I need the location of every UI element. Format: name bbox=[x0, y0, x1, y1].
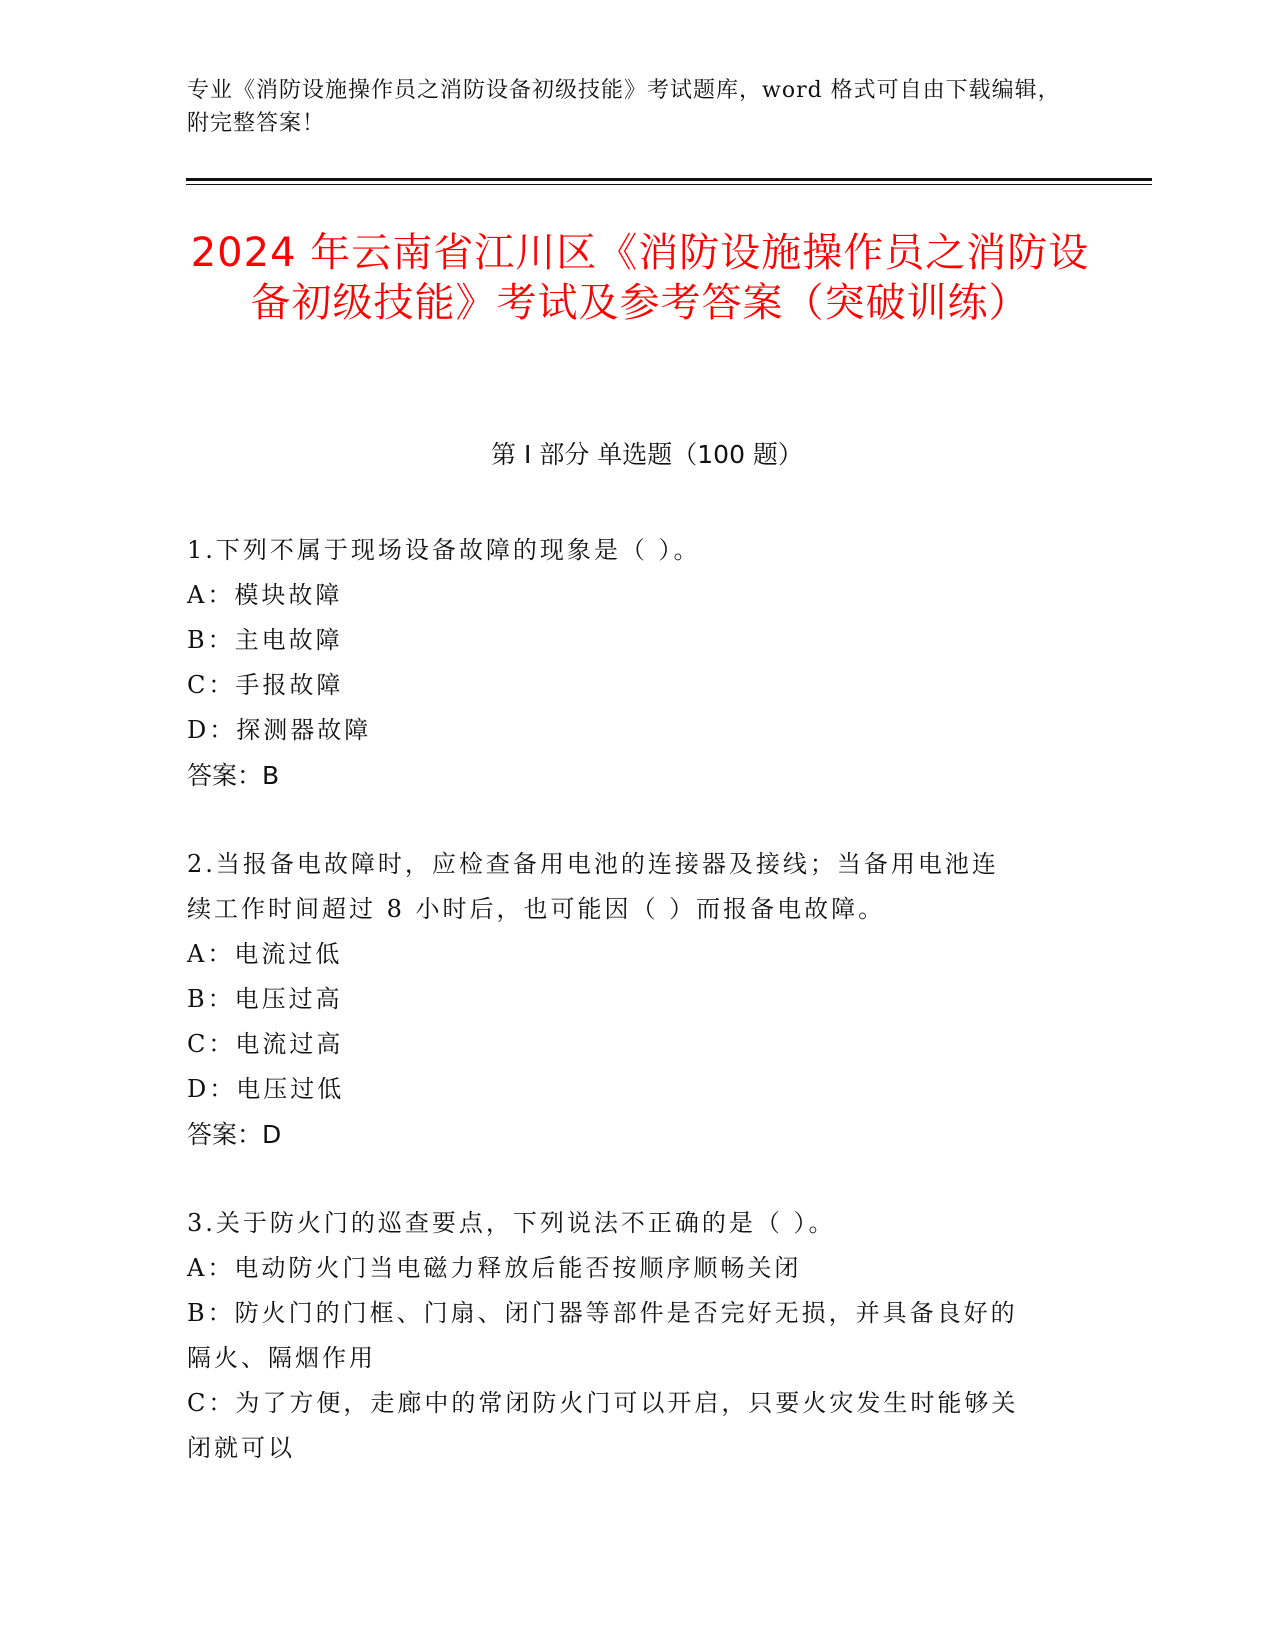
answer-option: B：电压过高 bbox=[187, 985, 343, 1013]
question-text: 续工作时间超过 8 小时后，也可能因（ ）而报备电故障。 bbox=[187, 895, 886, 923]
question-list bbox=[187, 528, 1077, 1515]
section-title: 第 I 部分 单选题（100 题） bbox=[491, 440, 803, 469]
question-text: 1.下列不属于现场设备故障的现象是（ ）。 bbox=[187, 536, 701, 564]
question-text: 2.当报备电故障时，应检查备用电池的连接器及接线；当备用电池连 bbox=[187, 850, 999, 878]
answer-option: B：防火门的门框、门扇、闭门器等部件是否完好无损，并具备良好的 bbox=[187, 1299, 1018, 1327]
document-title: 2024 年云南省江川区《消防设施操作员之消防设备初级技能》考试及参考答案（突破训练） bbox=[190, 230, 1090, 326]
answer-option: C：电流过高 bbox=[187, 1030, 344, 1058]
answer-option: 隔火、隔烟作用 bbox=[187, 1344, 376, 1372]
answer-option: A：模块故障 bbox=[187, 581, 343, 609]
answer-key: 答案：B bbox=[187, 761, 280, 790]
answer-option: A：电流过低 bbox=[187, 940, 343, 968]
answer-option: C：手报故障 bbox=[187, 671, 344, 699]
header-divider-thin bbox=[186, 184, 1152, 185]
question-item bbox=[187, 1201, 1077, 1471]
answer-option: D：电压过低 bbox=[187, 1075, 345, 1103]
question-item bbox=[187, 528, 1077, 798]
answer-option: A：电动防火门当电磁力释放后能否按顺序顺畅关闭 bbox=[187, 1254, 802, 1282]
question-text: 3.关于防火门的巡查要点，下列说法不正确的是（ ）。 bbox=[187, 1209, 836, 1237]
header-note: 专业《消防设施操作员之消防设备初级技能》考试题库，word 格式可自由下载编辑，附完整答案！ bbox=[187, 78, 1061, 136]
answer-option: C：为了方便，走廊中的常闭防火门可以开启，只要火灾发生时能够关 bbox=[187, 1389, 1019, 1417]
answer-option: D：探测器故障 bbox=[187, 716, 372, 744]
answer-option: 闭就可以 bbox=[187, 1434, 295, 1462]
question-item bbox=[187, 842, 1077, 1157]
header-divider bbox=[186, 178, 1152, 181]
answer-key: 答案：D bbox=[187, 1120, 282, 1149]
answer-option: B：主电故障 bbox=[187, 626, 343, 654]
